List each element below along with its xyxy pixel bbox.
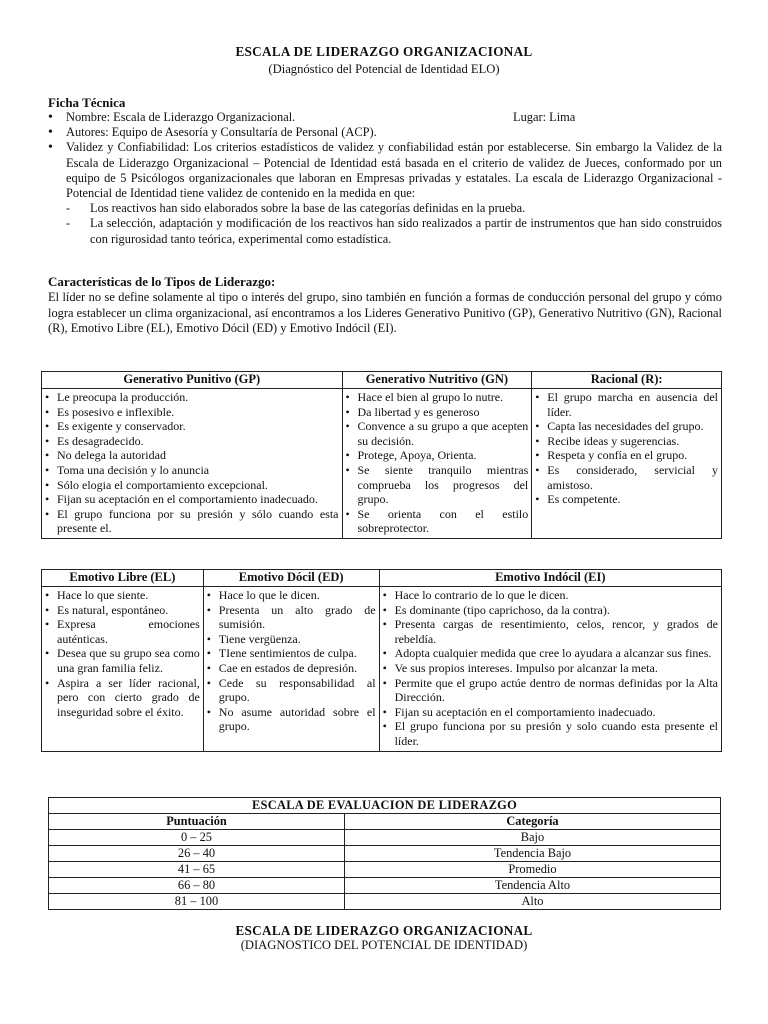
cell-el [42, 587, 204, 752]
header-ed: Emotivo Dócil (ED) [203, 570, 379, 587]
list-item: • No asume autoridad sobre el grupo. [207, 705, 376, 734]
header-el: Emotivo Libre (EL) [42, 570, 204, 587]
list-item: • TIene sentimientos de culpa. [207, 646, 376, 661]
list-item: • El grupo funciona por su presión y sólo cuando esta presente el. [45, 507, 339, 536]
caracteristicas-heading: Características de lo Tipos de Liderazgo: [48, 274, 276, 289]
list-item: • Se orienta con el estilo sobreprotector. [346, 507, 529, 536]
list-item: • Protege, Apoya, Orienta. [346, 448, 529, 463]
header-gn: Generativo Nutritivo (GN) [342, 372, 532, 389]
list-item: • Adopta cualquier medida que cree lo ayudara a alcanzar sus fines. [383, 646, 718, 661]
scale-header-category: Categoría [344, 814, 720, 830]
list-item: • Permite que el grupo actúe dentro de normas definidas por la Alta Dirección. [383, 676, 718, 705]
list-item: • Fijan su aceptación en el comportamiento inadecuado. [383, 705, 718, 720]
list-item: • Desea que su grupo sea como una gran familia feliz. [45, 646, 200, 675]
ficha-dash-2: - La selección, adaptación y modificación de los reactivos han sido realizados a partir de instrumentos que han sido construidos con rigurosidad tanto teórica, experimental como estadística. [66, 216, 722, 246]
cell-gn [342, 389, 532, 539]
list-item: • Hace lo contrario de lo que le dicen. [383, 588, 718, 603]
header-gp: Generativo Punitivo (GP) [42, 372, 343, 389]
table-row: 41 – 65 Promedio [49, 862, 721, 878]
scale-caption: ESCALA DE EVALUACION DE LIDERAZGO [49, 798, 721, 814]
ficha-heading: Ficha Técnica [48, 95, 126, 110]
cell-ei [379, 587, 721, 752]
list-item: • Cae en estados de depresión. [207, 661, 376, 676]
list-item: • Es considerado, servicial y amistoso. [535, 463, 718, 492]
evaluation-scale-table [48, 797, 721, 910]
caracteristicas-paragraph: El líder no se define solamente al tipo o interés del grupo, sino también en función a formas de conducción personal del grupo y cómo logra establecer un clima organizacional, así encontramos a los Lideres Generativo Punitivo (GP), Generativo Nutritivo (GN), Racional (R), Emotivo Libre (EL), Emotivo Dócil (ED) y Emotivo Indócil (EI). [48, 290, 722, 336]
bullet-list [45, 390, 339, 536]
bullet-list [207, 588, 376, 734]
bullet-list [45, 588, 200, 719]
page-title: ESCALA DE LIDERAZGO ORGANIZACIONAL [235, 44, 533, 59]
list-item: • Es exigente y conservador. [45, 419, 339, 434]
list-item: • Es natural, espontáneo. [45, 603, 200, 618]
page-subtitle: (Diagnóstico del Potencial de Identidad ELO) [268, 62, 500, 76]
table-row: 26 – 40 Tendencia Bajo [49, 846, 721, 862]
list-item: • Es competente. [535, 492, 718, 507]
list-item: • Convence a su grupo a que acepten su decisión. [346, 419, 529, 448]
leadership-types-table-1 [41, 371, 722, 539]
list-item: • Sólo elogia el comportamiento excepcional. [45, 478, 339, 493]
list-item: • Toma una decisión y lo anuncia [45, 463, 339, 478]
list-item: • Es posesivo e inflexible. [45, 405, 339, 420]
header-ei: Emotivo Indócil (EI) [379, 570, 721, 587]
list-item: • Hace lo que siente. [45, 588, 200, 603]
table-row: 81 – 100 Alto [49, 894, 721, 910]
list-item: • Cede su responsabilidad al grupo. [207, 676, 376, 705]
footer-title: ESCALA DE LIDERAZGO ORGANIZACIONAL [235, 923, 533, 938]
ficha-dash-1: - Los reactivos han sido elaborados sobre la base de las categorías definidas en la prueba. [66, 201, 722, 216]
footer-subtitle: (DIAGNOSTICO DEL POTENCIAL DE IDENTIDAD) [240, 938, 528, 952]
list-item: • Da libertad y es generoso [346, 405, 529, 420]
list-item: • Hace el bien al grupo lo nutre. [346, 390, 529, 405]
list-item: • Le preocupa la producción. [45, 390, 339, 405]
list-item: • Ve sus propios intereses. Impulso por alcanzar la meta. [383, 661, 718, 676]
table-row: 0 – 25 Bajo [49, 830, 721, 846]
list-item: • Respeta y confía en el grupo. [535, 448, 718, 463]
bullet-list [383, 588, 718, 749]
list-item: • Es dominante (tipo caprichoso, da la contra). [383, 603, 718, 618]
list-item: • Se siente tranquilo mientras comprueba los progresos del grupo. [346, 463, 529, 507]
table-row: 66 – 80 Tendencia Alto [49, 878, 721, 894]
bullet-list [535, 390, 718, 507]
list-item: • Recibe ideas y sugerencias. [535, 434, 718, 449]
list-item: • Fijan su aceptación en el comportamiento inadecuado. [45, 492, 339, 507]
ficha-list [48, 110, 722, 247]
list-item: • Aspira a ser líder racional, pero con cierto grado de inseguridad sobre el éxito. [45, 676, 200, 720]
leadership-types-table-2 [41, 569, 722, 752]
cell-ed [203, 587, 379, 752]
list-item: • El grupo marcha en ausencia del líder. [535, 390, 718, 419]
ficha-lugar: Lugar: Lima [513, 110, 576, 124]
bullet-list [346, 390, 529, 536]
cell-r [532, 389, 722, 539]
list-item: • Presenta un alto grado de sumisión. [207, 603, 376, 632]
list-item: • No delega la autoridad [45, 448, 339, 463]
list-item: • El grupo funciona por su presión y solo cuando esta presente el líder. [383, 719, 718, 748]
ficha-autores: • Autores: Equipo de Asesoría y Consultaría de Personal (ACP). [48, 125, 722, 140]
cell-gp [42, 389, 343, 539]
scale-header-score: Puntuación [49, 814, 345, 830]
list-item: • Capta las necesidades del grupo. [535, 419, 718, 434]
list-item: • Es desagradecido. [45, 434, 339, 449]
header-r: Racional (R): [532, 372, 722, 389]
list-item: • Presenta cargas de resentimiento, celos, rencor, y grados de rebeldía. [383, 617, 718, 646]
ficha-nombre: • Nombre: Escala de Liderazgo Organizacional. Lugar: Lima [48, 110, 722, 125]
ficha-validez: • Validez y Confiabilidad: Los criterios estadísticos de validez y confiabilidad están por establecerse. Sin embargo la Validez de la Escala de Liderazgo Organizacional – Potencial de Identidad está basada en el criterio de validez de Jueces, conformado por un equipo de 5 Psicólogos organizacionales que laboran en Empresas privadas y estatales. La escala de Liderazgo Organizacional - Potencial de Identidad tiene validez de contenido en la medida en que: [48, 140, 722, 201]
list-item: • Tiene vergüenza. [207, 632, 376, 647]
list-item: • Expresa emociones auténticas. [45, 617, 200, 646]
list-item: • Hace lo que le dicen. [207, 588, 376, 603]
